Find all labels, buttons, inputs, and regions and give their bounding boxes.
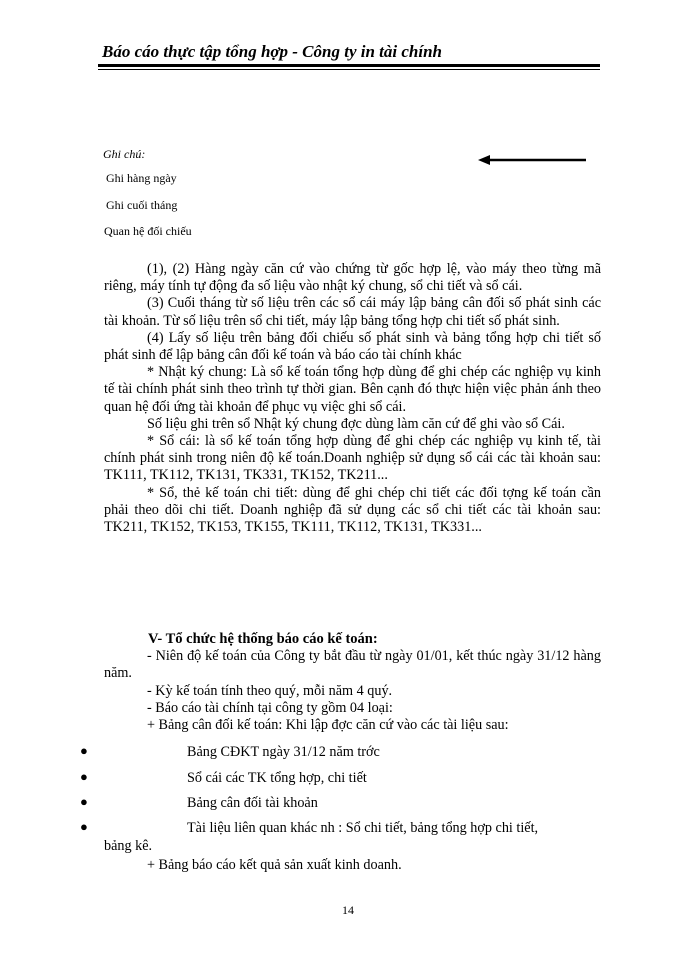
paragraph-1: (1), (2) Hàng ngày căn cứ vào chứng từ gốc hợp lệ, vào máy theo từng mã riêng, máy tính tự động đa số liệu vào nhật ký chung, sổ chi tiết và sổ cái. xyxy=(104,261,601,295)
header-rule-thick xyxy=(98,64,600,67)
list-item-text: Sổ cái các TK tổng hợp, chi tiết xyxy=(187,770,367,786)
section-last-line: + Bảng báo cáo kết quả sản xuất kinh doanh. xyxy=(147,857,402,873)
legend-title: Ghi chú: xyxy=(103,147,146,161)
document-header-title: Báo cáo thực tập tổng hợp - Công ty in tài chính xyxy=(102,42,442,61)
list-item-text: Bảng CĐKT ngày 31/12 năm trớc xyxy=(187,744,380,760)
legend-arrow-icon xyxy=(478,154,588,166)
bullet-icon: ● xyxy=(80,819,88,834)
header-rule-thin xyxy=(98,69,600,70)
bullet-icon: ● xyxy=(80,794,88,809)
page-number: 14 xyxy=(342,903,354,917)
bullet-icon: ● xyxy=(80,743,88,758)
paragraph-ledger: * Sổ cái: là sổ kế toán tổng hợp dùng để ghi chép các nghiệp vụ kinh tế, tài chính phát sinh trong niên độ kế toán.Doanh nghiệp sử dụng sổ cái các tài khoản sau: TK111, TK112, TK131, TK331, TK152, TK211... xyxy=(104,433,601,484)
section-heading: V- Tổ chức hệ thống báo cáo kế toán: xyxy=(148,631,378,647)
section-line-balance-sheet: + Bảng cân đối kế toán: Khi lập đợc căn cứ vào các tài liệu sau: xyxy=(147,717,509,734)
legend-item-daily: Ghi hàng ngày xyxy=(106,171,177,185)
paragraph-journal-data: Số liệu ghi trên sổ Nhật ký chung đợc dùng làm căn cứ để ghi vào sổ Cái. xyxy=(147,415,565,432)
paragraph-detail-books: * Sổ, thẻ kế toán chi tiết: dùng để ghi chép chi tiết các đối tợng kế toán cần phải theo dõi chi tiết. Doanh nghiệp đã sử dụng các sổ chi tiết các tài khoản sau: TK211, TK152, TK153, TK155, TK111, TK112, TK131, TK331... xyxy=(104,484,601,536)
list-item-continuation: bảng kê. xyxy=(104,838,153,854)
section-line-reports: - Báo cáo tài chính tại công ty gồm 04 loại: xyxy=(147,699,393,716)
section-line-fiscal-year: - Niên độ kế toán của Công ty bắt đầu từ ngày 01/01, kết thúc ngày 31/12 hàng năm. xyxy=(104,648,601,682)
paragraph-3: (4) Lấy số liệu trên bảng đối chiếu số phát sinh và bảng tổng hợp chi tiết số phát sinh để lập bảng cân đối kế toán và báo cáo tài chính khác xyxy=(104,329,601,364)
bullet-icon: ● xyxy=(80,769,88,784)
main-text-block xyxy=(104,261,601,536)
paragraph-general-journal: * Nhật ký chung: Là sổ kế toán tổng hợp dùng để ghi chép các nghiệp vụ kinh tế tài chính phát sinh theo trình tự thời gian. Bên cạnh đó thực hiện việc phản ánh theo quan hệ đối ứng tài khoản để phục vụ việc ghi sổ cái. xyxy=(104,364,601,415)
list-item-text: Tài liệu liên quan khác nh : Sổ chi tiết, bảng tổng hợp chi tiết, xyxy=(187,820,539,836)
section-line-period: - Kỳ kế toán tính theo quý, mỗi năm 4 quý. xyxy=(147,682,393,699)
list-item-text: Bảng cân đối tài khoản xyxy=(187,795,318,811)
legend-item-monthly: Ghi cuối tháng xyxy=(106,198,178,212)
section-v-block xyxy=(104,631,601,734)
paragraph-2: (3) Cuối tháng từ số liệu trên các sổ cái máy lập bảng cân đối số phát sinh các tài khoản. Từ số liệu trên sổ chi tiết, máy lập bảng tổng hợp chi tiết số phát sinh. xyxy=(104,295,601,329)
legend-item-reconcile: Quan hệ đối chiếu xyxy=(104,224,192,238)
